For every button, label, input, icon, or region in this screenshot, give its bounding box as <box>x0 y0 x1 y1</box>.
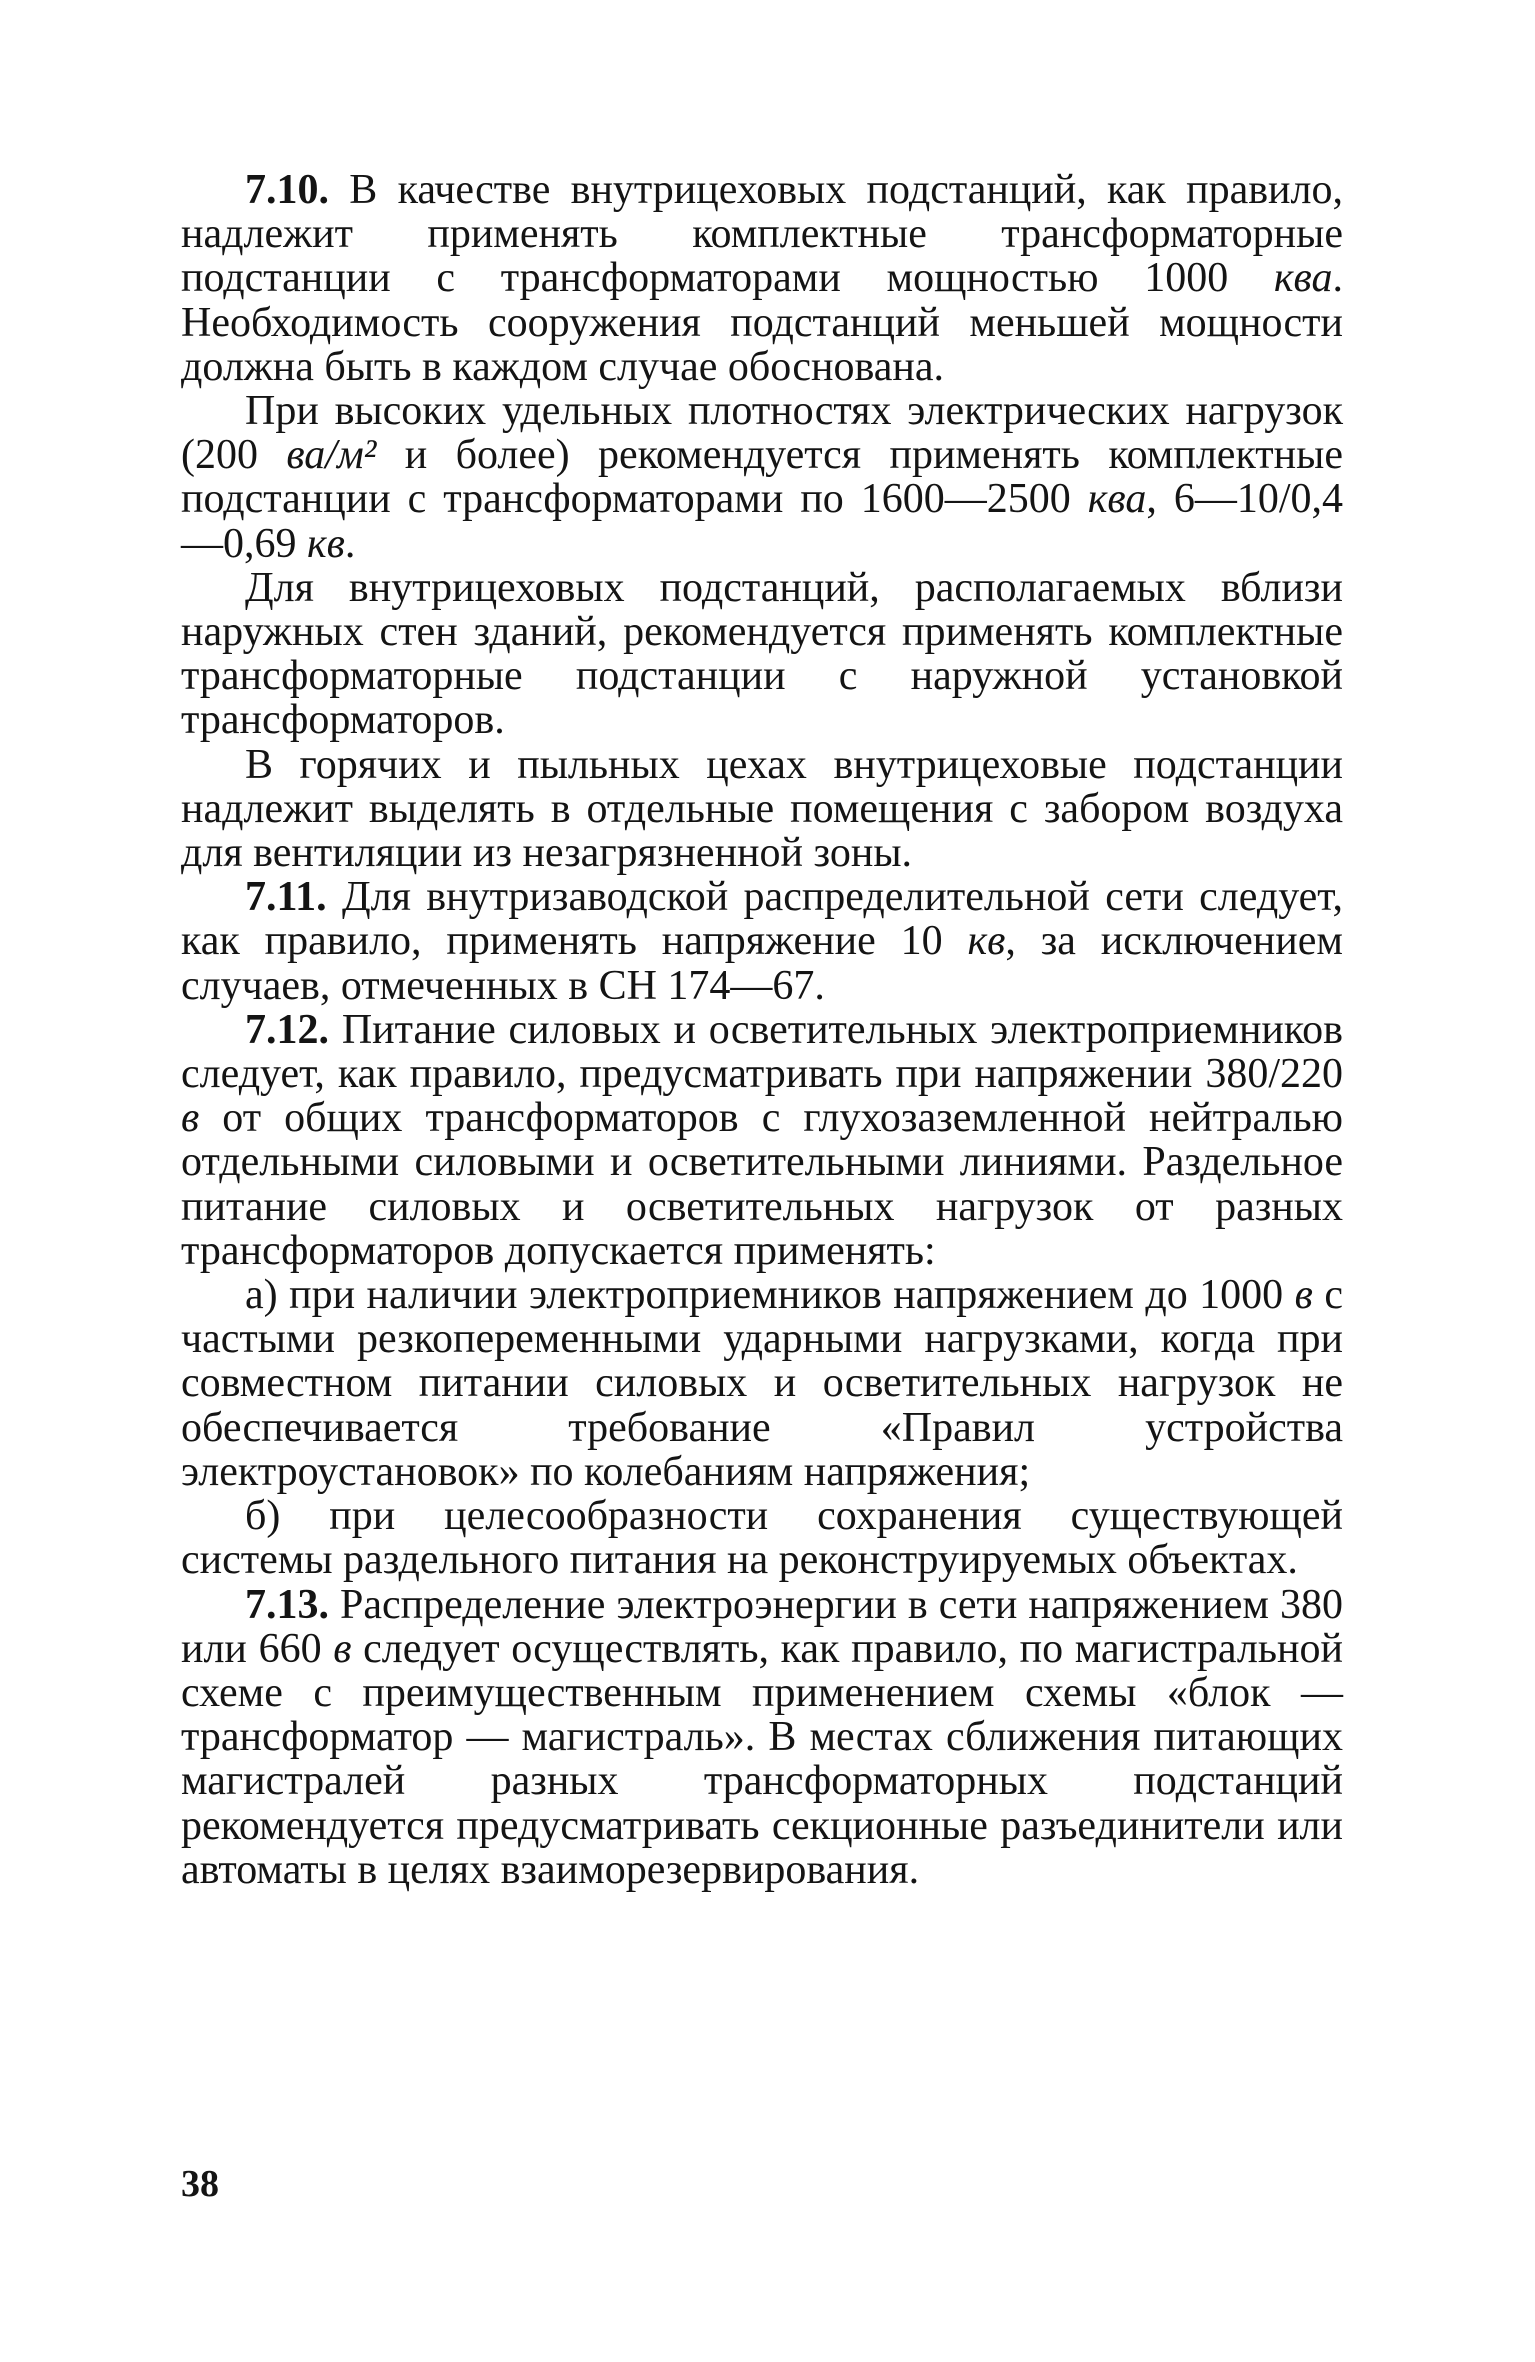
list-item-a: а) при наличии электроприемников напряжением до 1000 в с частыми резкопеременными ударными нагрузками, когда при совместном питании силовых и осветительных нагрузок не обеспечивается требование «Правил устройства электроустановок» по колебаниям напряжения; <box>181 1272 1343 1495</box>
section-number-7-13: 7.13. <box>245 1581 329 1628</box>
paragraph-7-10-high-density: При высоких удельных плотностях электрических нагрузок (200 ва/м² и более) рекомендуется применять комплектные подстанции с трансформаторами по 1600—2500 ква, 6—10/0,4—0,69 кв. <box>181 388 1344 567</box>
paragraph-7-10-hot-dusty: В горячих и пыльных цехах внутрицеховые подстанции надлежит выделять в отдельные помещения с забором воздуха для вентиляции из незагрязненной зоны. <box>181 741 1343 877</box>
paragraph-7-12-main: 7.12. Питание силовых и осветительных электроприемников следует, как правило, предусматривать при напряжении 380/220 в от общих трансформаторов с глухозаземленной нейтралью отдельными силовыми и осветительными линиями. Раздельное питание силовых и осветительных нагрузок от разных трансформаторов допускается применять: <box>181 1006 1343 1274</box>
page-number: 38 <box>181 2163 219 2205</box>
paragraph-7-10-main: 7.10. В качестве внутрицеховых подстанций, как правило, надлежит применять комплектные трансформаторные подстанции с трансформаторами мощностью 1000 ква. Необходимость сооружения подстанций меньшей мощности должна быть в каждом случае обоснована. <box>181 167 1343 390</box>
paragraph-7-13: 7.13. Распределение электроэнергии в сети напряжением 380 или 660 в следует осуществлять, как правило, по магистральной схеме с преимущественным применением схемы «блок — трансформатор — магистраль». В местах сближения питающих магистралей разных трансформаторных подстанций рекомендуется предусматривать секционные разъединители или автоматы в целях взаиморезервирования. <box>181 1581 1344 1893</box>
paragraph-7-11: 7.11. Для внутризаводской распределительной сети следует, как правило, применять напряжение 10 кв, за исключением случаев, отмеченных в СН 174—67. <box>181 874 1344 1009</box>
section-number-7-11: 7.11. <box>245 874 327 921</box>
document-body <box>181 168 1343 1892</box>
paragraph-7-10-outer-walls: Для внутрицеховых подстанций, располагаемых вблизи наружных стен зданий, рекомендуется применять комплектные трансформаторные подстанции с наружной установкой трансформаторов. <box>181 564 1343 744</box>
list-item-b: б) при целесообразности сохранения существующей системы раздельного питания на реконструируемых объектах. <box>181 1493 1343 1584</box>
section-number-7-12: 7.12. <box>245 1006 329 1053</box>
section-number-7-10: 7.10. <box>245 167 329 213</box>
